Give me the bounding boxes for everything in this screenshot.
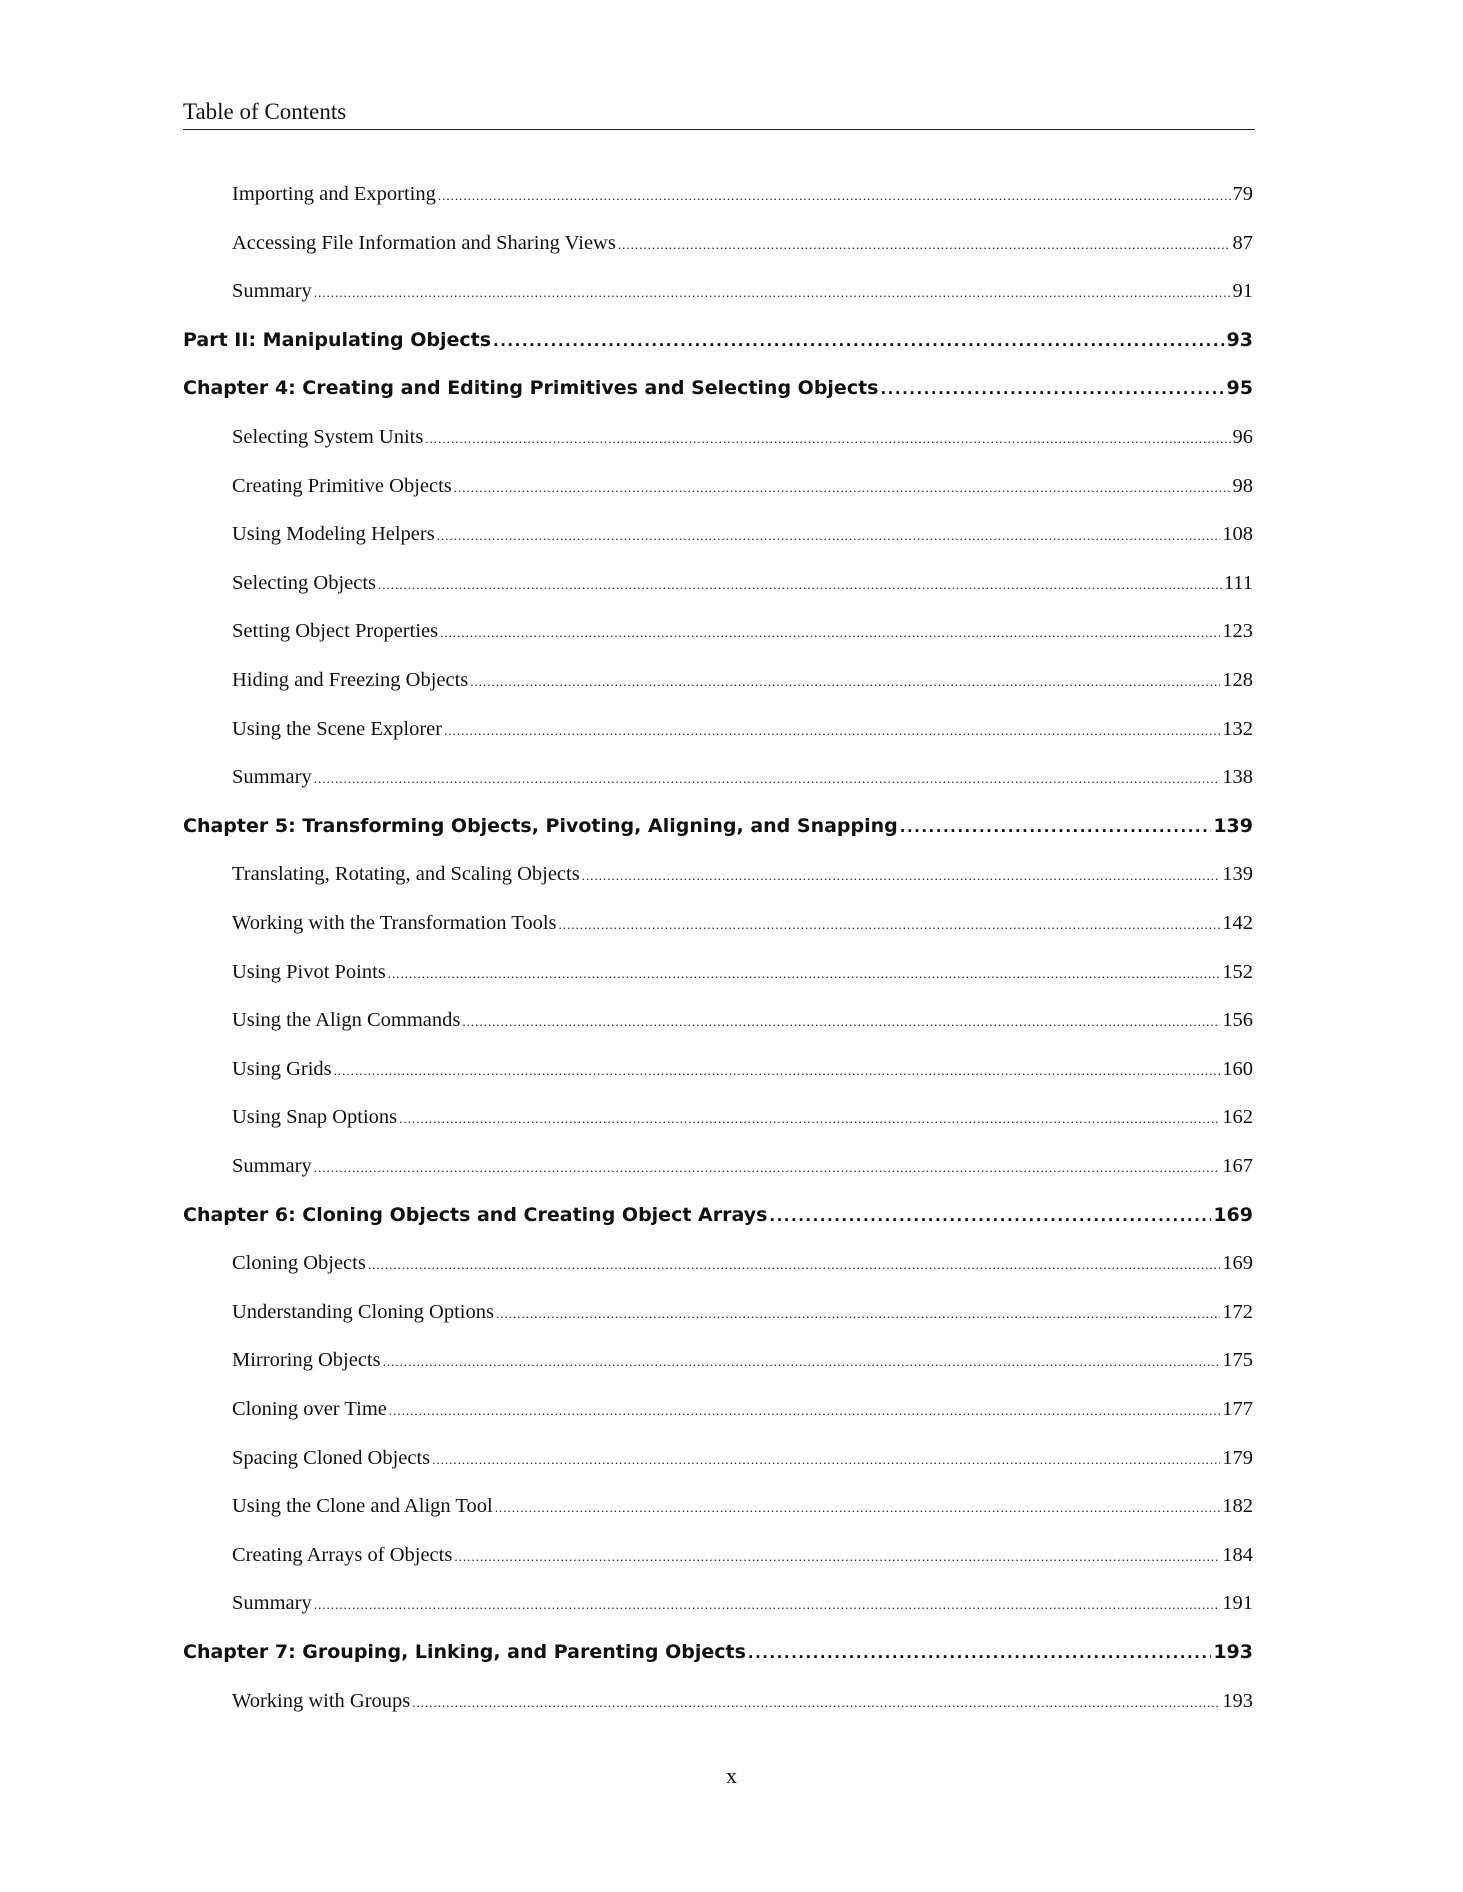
toc-section-entry[interactable] [232, 1106, 1253, 1129]
toc-dot-leader [388, 966, 1220, 982]
toc-entry-title: Cloning over Time [232, 1398, 387, 1420]
toc-entry-page: 132 [1222, 717, 1253, 740]
toc-section-entry[interactable] [232, 1252, 1253, 1275]
toc-entry-page: 152 [1222, 960, 1253, 983]
toc-dot-leader [493, 332, 1225, 350]
toc-section-entry[interactable] [232, 475, 1253, 498]
toc-entry-page: 142 [1222, 912, 1253, 934]
toc-chapter-entry[interactable] [183, 329, 1253, 351]
toc-entry-title: Summary [232, 1155, 312, 1177]
toc-entry-title: Hiding and Freezing Objects [232, 669, 469, 691]
toc-entry-title: Summary [232, 280, 312, 303]
toc-section-entry[interactable] [232, 912, 1253, 935]
toc-entry-page: 93 [1226, 328, 1253, 351]
toc-entry-title: Chapter 4: Creating and Editing Primitives and Selecting Objects [183, 377, 879, 400]
toc-dot-leader [454, 480, 1231, 496]
toc-entry-page: 179 [1222, 1446, 1253, 1469]
toc-entry-page: 95 [1226, 377, 1253, 400]
toc-entry-title: Creating Arrays of Objects [232, 1543, 453, 1566]
toc-entry-title: Setting Object Properties [232, 620, 439, 643]
toc-section-entry[interactable] [232, 669, 1253, 692]
toc-section-entry[interactable] [232, 426, 1253, 449]
toc-entry-title: Working with Groups [232, 1689, 411, 1712]
toc-entry-page: 108 [1222, 523, 1253, 546]
toc-section-entry[interactable] [232, 718, 1253, 741]
toc-entry-title: Chapter 5: Transforming Objects, Pivoting, Aligning, and Snapping [183, 814, 898, 837]
toc-section-entry[interactable] [232, 1058, 1253, 1081]
toc-dot-leader [496, 1306, 1220, 1322]
toc-dot-leader [495, 1500, 1221, 1516]
toc-dot-leader [383, 1354, 1221, 1370]
toc-chapter-entry[interactable] [183, 1204, 1253, 1226]
toc-dot-leader [334, 1063, 1221, 1079]
toc-entry-title: Chapter 7: Grouping, Linking, and Parenting Objects [183, 1641, 746, 1663]
toc-dot-leader [378, 577, 1222, 593]
toc-dot-leader [462, 1014, 1220, 1030]
toc-dot-leader [425, 431, 1230, 447]
toc-dot-leader [368, 1257, 1220, 1273]
toc-dot-leader [769, 1207, 1211, 1225]
toc-section-entry[interactable] [232, 1009, 1253, 1032]
toc-entry-title: Selecting System Units [232, 426, 424, 448]
toc-entry-page: 79 [1232, 183, 1253, 205]
toc-section-entry[interactable] [232, 1398, 1253, 1421]
toc-section-entry[interactable] [232, 232, 1253, 255]
toc-chapter-entry[interactable] [183, 377, 1253, 399]
toc-dot-leader [582, 868, 1221, 884]
toc-section-entry[interactable] [232, 1447, 1253, 1470]
toc-entry-page: 156 [1222, 1009, 1253, 1032]
toc-dot-leader [389, 1403, 1220, 1419]
toc-dot-leader [437, 528, 1221, 544]
toc-entry-page: 177 [1222, 1398, 1253, 1420]
toc-dot-leader [412, 1695, 1220, 1711]
toc-entry-page: 139 [1213, 814, 1253, 837]
toc-dot-leader [900, 818, 1212, 836]
toc-dot-leader [559, 917, 1221, 933]
toc-section-entry[interactable] [232, 572, 1253, 595]
toc-section-entry[interactable] [232, 1544, 1253, 1567]
toc-dot-leader [748, 1644, 1211, 1662]
toc-entry-title: Importing and Exporting [232, 183, 436, 205]
toc-entry-title: Using the Scene Explorer [232, 717, 443, 740]
toc-section-entry[interactable] [232, 1690, 1253, 1713]
toc-section-entry[interactable] [232, 523, 1253, 546]
toc-entry-title: Summary [232, 1592, 312, 1615]
toc-entry-title: Using Snap Options [232, 1106, 398, 1129]
toc-section-entry[interactable] [232, 1301, 1253, 1324]
toc-dot-leader [880, 380, 1224, 398]
toc-dot-leader [454, 1549, 1220, 1565]
toc-entry-title: Chapter 6: Cloning Objects and Creating Object Arrays [183, 1203, 768, 1226]
toc-entry-page: 91 [1232, 280, 1253, 303]
toc-section-entry[interactable] [232, 1155, 1253, 1178]
toc-entry-page: 169 [1222, 1252, 1253, 1275]
toc-entry-page: 182 [1222, 1495, 1253, 1518]
toc-entry-title: Creating Primitive Objects [232, 474, 452, 497]
toc-entry-title: Working with the Transformation Tools [232, 912, 557, 934]
toc-section-entry[interactable] [232, 620, 1253, 643]
toc-entry-page: 191 [1222, 1592, 1253, 1615]
toc-entry-page: 111 [1223, 571, 1253, 594]
toc-section-entry[interactable] [232, 1592, 1253, 1615]
toc-entry-title: Accessing File Information and Sharing Views [232, 231, 616, 254]
toc-entry-page: 87 [1232, 231, 1253, 254]
running-header-title: Table of Contents [183, 99, 347, 124]
toc-section-entry[interactable] [232, 1495, 1253, 1518]
toc-entry-page: 167 [1222, 1155, 1253, 1177]
toc-entry-page: 162 [1222, 1106, 1253, 1129]
toc-section-entry[interactable] [232, 961, 1253, 984]
toc-entry-page: 169 [1213, 1203, 1253, 1226]
toc-dot-leader [440, 625, 1220, 641]
toc-entry-page: 96 [1232, 426, 1253, 448]
toc-entry-title: Summary [232, 766, 312, 789]
toc-entry-title: Using the Clone and Align Tool [232, 1495, 493, 1518]
toc-dot-leader [314, 1597, 1221, 1613]
toc-entry-page: 128 [1222, 669, 1253, 691]
toc-entry-title: Cloning Objects [232, 1252, 366, 1275]
toc-entry-page: 193 [1222, 1689, 1253, 1712]
toc-entry-title: Selecting Objects [232, 571, 377, 594]
toc-dot-leader [314, 1160, 1221, 1176]
toc-entry-page: 160 [1222, 1057, 1253, 1080]
toc-entry-page: 184 [1222, 1543, 1253, 1566]
toc-entry-title: Using Pivot Points [232, 960, 386, 983]
toc-entry-title: Using the Align Commands [232, 1009, 461, 1032]
toc-entry-page: 138 [1222, 766, 1253, 789]
toc-entry-page: 175 [1222, 1349, 1253, 1372]
toc-dot-leader [618, 237, 1231, 253]
toc-entry-title: Using Modeling Helpers [232, 523, 435, 546]
toc-section-entry[interactable] [232, 766, 1253, 789]
toc-entry-title: Using Grids [232, 1057, 332, 1080]
toc-entry-title: Mirroring Objects [232, 1349, 381, 1372]
toc-dot-leader [470, 674, 1220, 690]
toc-section-entry[interactable] [232, 1349, 1253, 1372]
toc-dot-leader [444, 723, 1220, 739]
toc-dot-leader [438, 188, 1231, 204]
toc-chapter-entry[interactable] [183, 1641, 1253, 1663]
toc-entry-page: 193 [1213, 1641, 1253, 1663]
toc-entry-page: 172 [1222, 1300, 1253, 1323]
toc-dot-leader [314, 771, 1221, 787]
toc-section-entry[interactable] [232, 183, 1253, 206]
toc-entry-title: Spacing Cloned Objects [232, 1446, 431, 1469]
toc-entry-page: 98 [1232, 474, 1253, 497]
toc-entry-page: 139 [1222, 863, 1253, 886]
toc-section-entry[interactable] [232, 280, 1253, 303]
toc-dot-leader [399, 1111, 1220, 1127]
toc-entry-title: Part II: Manipulating Objects [183, 328, 492, 351]
toc-entry-title: Translating, Rotating, and Scaling Objects [232, 863, 580, 886]
toc-chapter-entry[interactable] [183, 815, 1253, 837]
toc-dot-leader [314, 285, 1231, 301]
page-number: x [726, 1763, 737, 1788]
toc-entry-title: Understanding Cloning Options [232, 1300, 494, 1323]
toc-entry-page: 123 [1222, 620, 1253, 643]
toc-dot-leader [432, 1452, 1220, 1468]
toc-section-entry[interactable] [232, 863, 1253, 886]
